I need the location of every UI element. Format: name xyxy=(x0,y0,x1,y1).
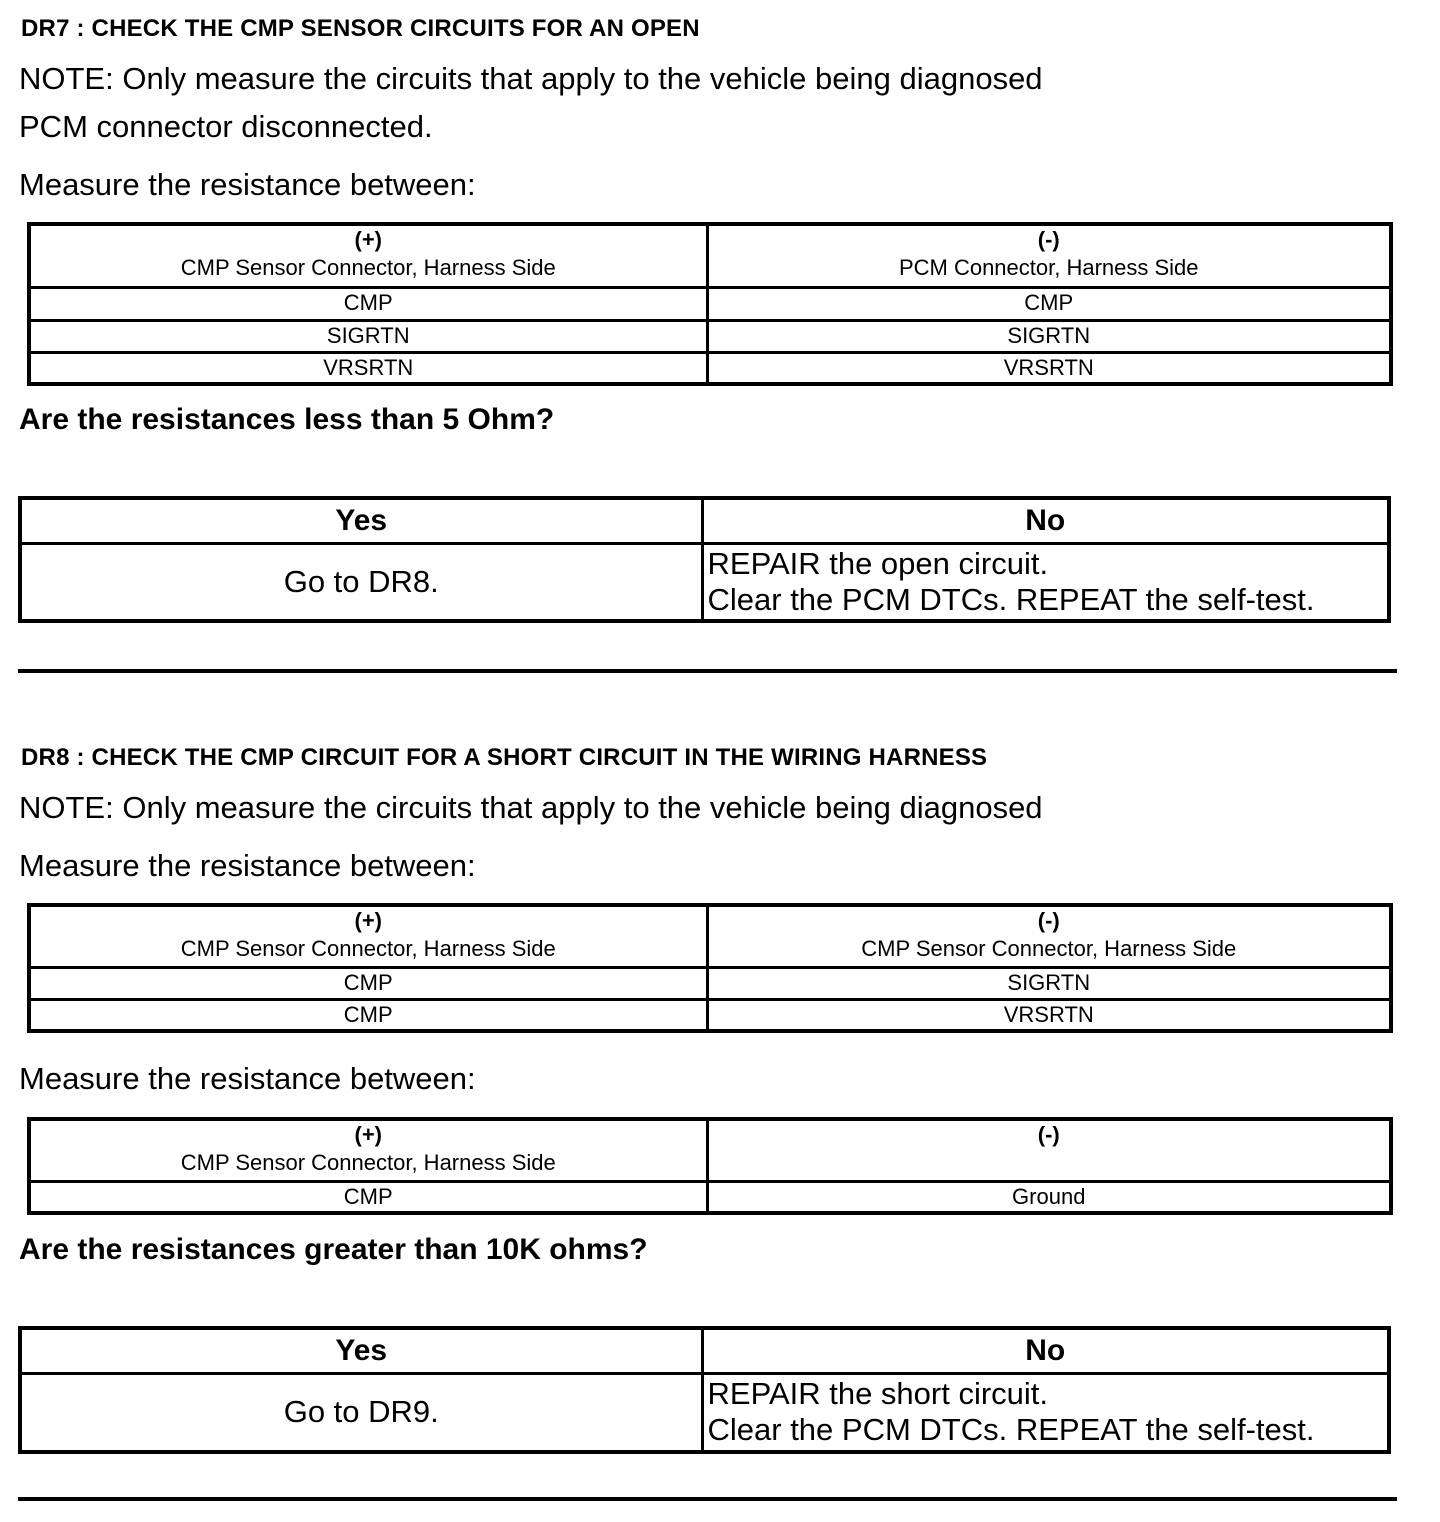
minus-symbol: (-) xyxy=(1037,1122,1060,1147)
no-header: No xyxy=(702,498,1389,543)
plus-cell: CMP xyxy=(29,967,707,999)
plus-cell: CMP xyxy=(29,1181,707,1213)
header-minus-cell xyxy=(707,905,1391,967)
dr7-result-table xyxy=(18,496,1391,623)
dr8-result-table xyxy=(18,1326,1391,1454)
plus-symbol: (+) xyxy=(354,1122,382,1147)
dr8-measurement-table-2 xyxy=(27,1117,1393,1215)
table-row xyxy=(29,999,1391,1031)
section-divider xyxy=(18,669,1397,673)
minus-cell: VRSRTN xyxy=(707,999,1391,1031)
dr8-measure-label-2: Measure the resistance between: xyxy=(19,1061,476,1096)
header-plus-cell xyxy=(29,224,707,287)
header-plus-label: CMP Sensor Connector, Harness Side xyxy=(180,936,556,961)
table-row xyxy=(29,352,1391,384)
no-header: No xyxy=(702,1328,1389,1373)
dr7-measure-label: Measure the resistance between: xyxy=(19,167,476,202)
header-minus-cell xyxy=(707,224,1391,287)
dr8-heading: DR8 : CHECK THE CMP CIRCUIT FOR A SHORT CIRCUIT IN THE WIRING HARNESS xyxy=(21,744,988,771)
minus-symbol: (-) xyxy=(1037,908,1060,933)
minus-cell: SIGRTN xyxy=(707,967,1391,999)
header-minus-cell xyxy=(707,1119,1391,1181)
dr8-measurement-table-1 xyxy=(27,903,1393,1033)
no-action-line2: Clear the PCM DTCs. REPEAT the self-test. xyxy=(707,1412,1315,1448)
dr7-heading: DR7 : CHECK THE CMP SENSOR CIRCUITS FOR AN OPEN xyxy=(21,15,700,42)
no-action xyxy=(702,543,1389,621)
yes-header: Yes xyxy=(20,1328,702,1373)
plus-cell: CMP xyxy=(29,999,707,1031)
no-action-line1: REPAIR the open circuit. xyxy=(707,545,1049,581)
header-plus-cell xyxy=(29,1119,707,1181)
dr8-note: NOTE: Only measure the circuits that apply to the vehicle being diagnosed xyxy=(19,790,1043,825)
table-header-row xyxy=(29,1119,1391,1181)
yes-header: Yes xyxy=(20,498,702,543)
table-row xyxy=(29,287,1391,320)
yes-action: Go to DR9. xyxy=(20,1373,702,1452)
plus-cell: VRSRTN xyxy=(29,352,707,384)
plus-symbol: (+) xyxy=(354,227,382,252)
minus-symbol: (-) xyxy=(1037,227,1060,252)
result-action-row xyxy=(20,543,1389,621)
section-divider xyxy=(18,1497,1397,1501)
minus-cell: CMP xyxy=(707,287,1391,320)
no-action xyxy=(702,1373,1389,1452)
no-action-line1: REPAIR the short circuit. xyxy=(707,1376,1049,1412)
minus-cell: SIGRTN xyxy=(707,320,1391,352)
table-header-row xyxy=(29,905,1391,967)
no-action-line2: Clear the PCM DTCs. REPEAT the self-test. xyxy=(707,581,1315,617)
minus-cell: VRSRTN xyxy=(707,352,1391,384)
result-action-row xyxy=(20,1373,1389,1452)
header-plus-cell xyxy=(29,905,707,967)
table-row xyxy=(29,1181,1391,1213)
dr7-question: Are the resistances less than 5 Ohm? xyxy=(19,403,555,436)
plus-cell: CMP xyxy=(29,287,707,320)
dr7-note: NOTE: Only measure the circuits that apply to the vehicle being diagnosed xyxy=(19,61,1043,96)
result-header-row xyxy=(20,1328,1389,1373)
result-header-row xyxy=(20,498,1389,543)
table-header-row xyxy=(29,224,1391,287)
dr7-measurement-table xyxy=(27,222,1393,386)
header-plus-label: CMP Sensor Connector, Harness Side xyxy=(180,255,556,280)
header-plus-label: CMP Sensor Connector, Harness Side xyxy=(180,1150,556,1175)
plus-symbol: (+) xyxy=(354,908,382,933)
table-row xyxy=(29,967,1391,999)
dr8-measure-label-1: Measure the resistance between: xyxy=(19,848,476,883)
dr7-note-connector: PCM connector disconnected. xyxy=(19,109,433,144)
table-row xyxy=(29,320,1391,352)
header-minus-label: CMP Sensor Connector, Harness Side xyxy=(861,936,1237,961)
plus-cell: SIGRTN xyxy=(29,320,707,352)
dr8-question: Are the resistances greater than 10K ohms? xyxy=(19,1233,648,1266)
minus-cell: Ground xyxy=(707,1181,1391,1213)
yes-action: Go to DR8. xyxy=(20,543,702,621)
header-minus-label: PCM Connector, Harness Side xyxy=(898,255,1199,280)
